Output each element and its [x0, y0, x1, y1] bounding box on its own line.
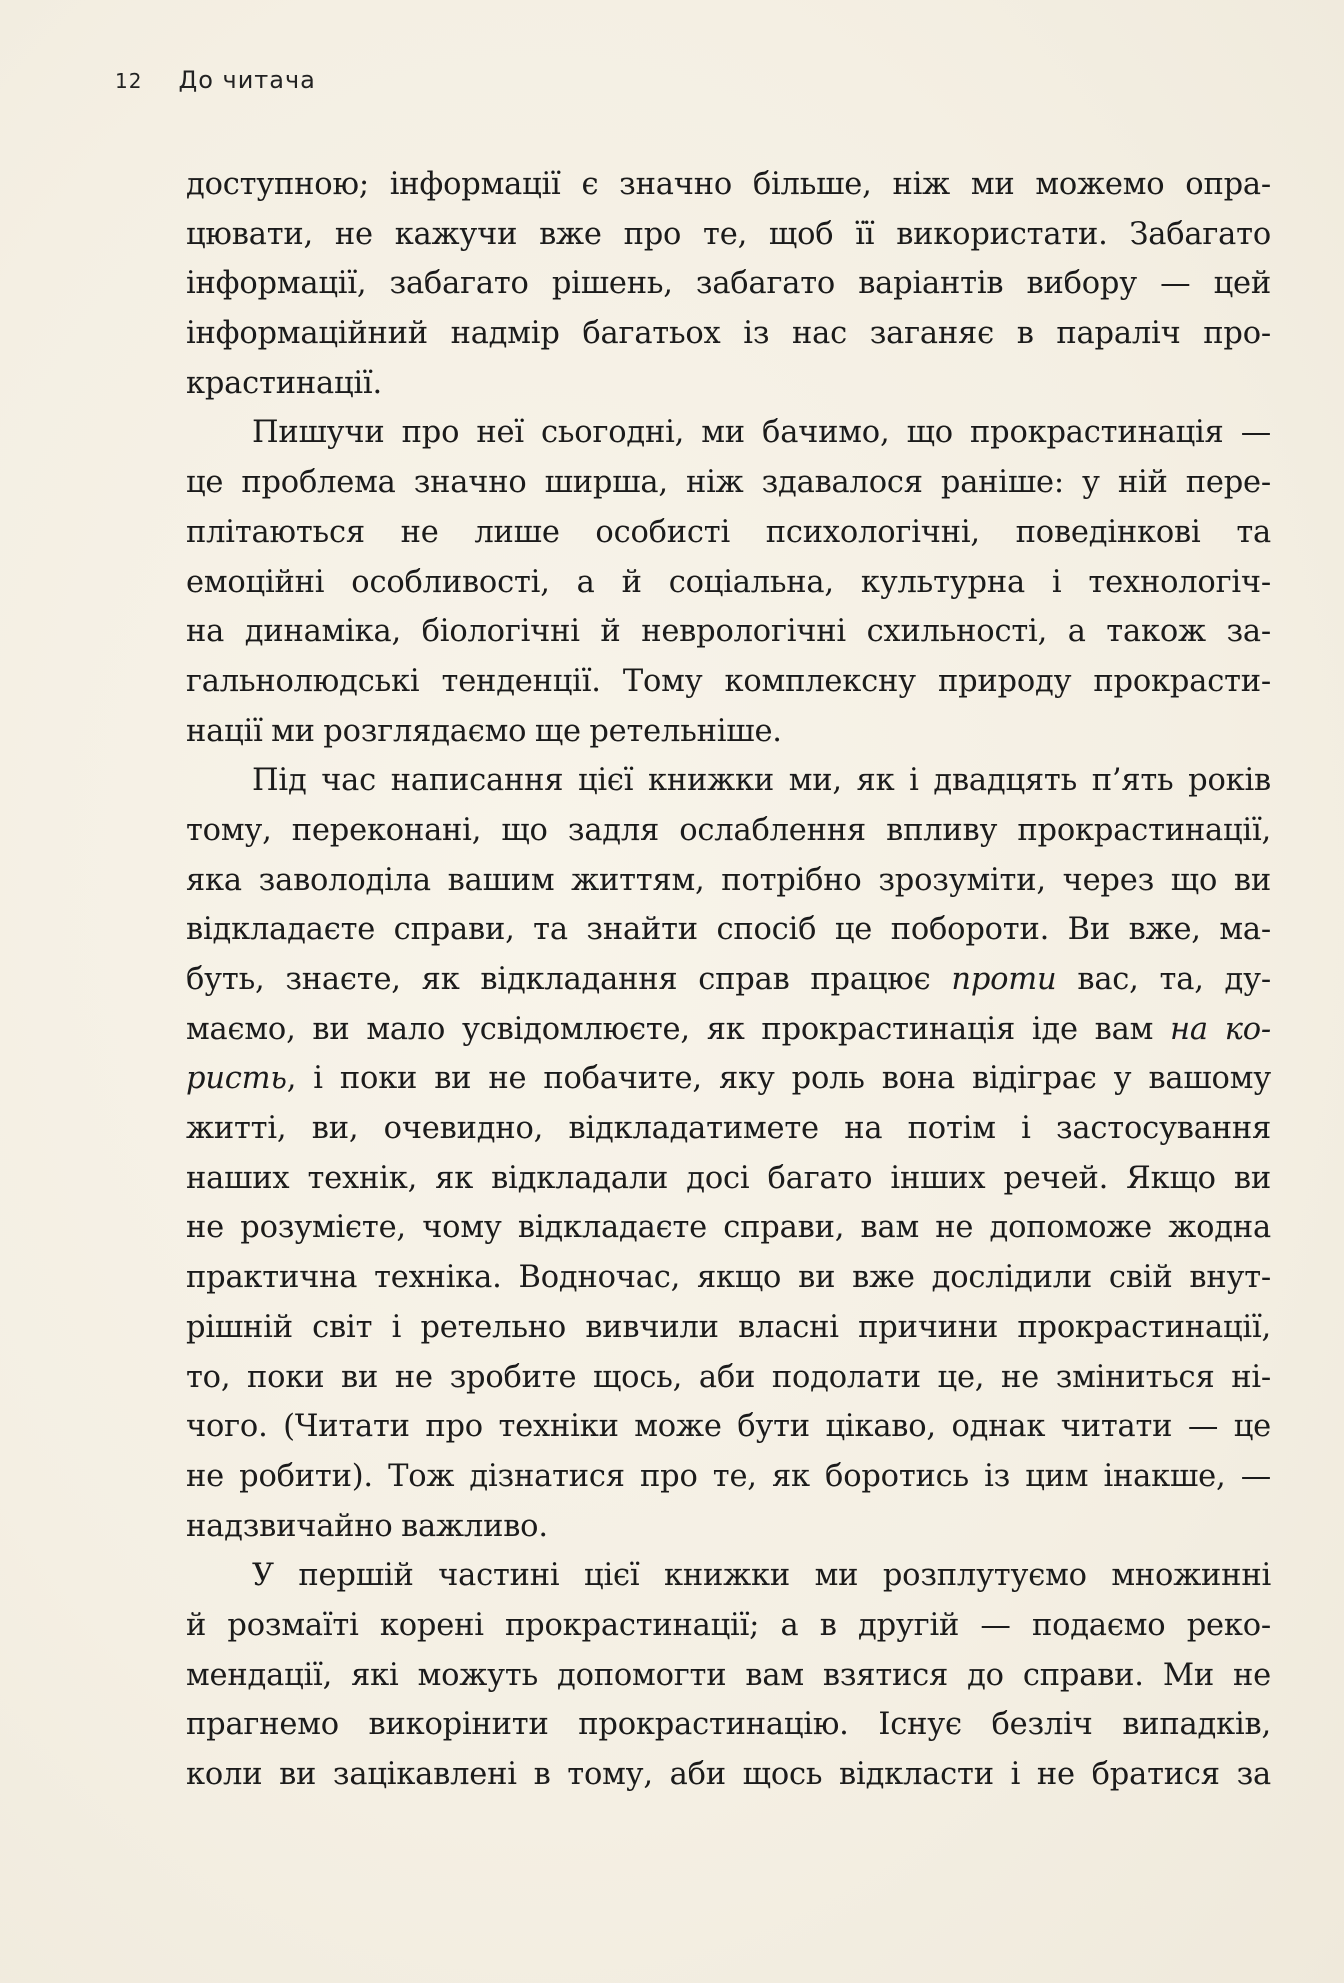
italic-text: проти [951, 962, 1057, 997]
section-title: До читача [178, 66, 316, 94]
text-line [186, 955, 1271, 1005]
text-line [186, 558, 1271, 608]
text-run: Пишучи про неї сьогодні, ми бачимо, що прокрастинація — [252, 415, 1271, 451]
text-run: не розумієте, чому відкладаєте справи, вам не допоможе жодна [186, 1210, 1271, 1246]
text-line [186, 1700, 1271, 1750]
text-line [186, 160, 1271, 210]
text-line [186, 1551, 1271, 1601]
text-line [186, 508, 1271, 558]
text-line [186, 905, 1271, 955]
text-run: інформації, забагато рішень, забагато варіантів вибору — цей [186, 266, 1271, 302]
text-line [186, 408, 1271, 458]
text-line [186, 806, 1271, 856]
text-line [186, 1601, 1271, 1651]
text-run: емоційні особливості, а й соціальна, культурна і технологіч- [186, 564, 1271, 600]
text-line [186, 1054, 1271, 1104]
page-number: 12 [115, 69, 143, 93]
text-run: мендації, які можуть допомогти вам взятися до справи. Ми не [186, 1657, 1271, 1693]
text-run: чого. (Читати про техніки може бути цікаво, однак читати — це [186, 1409, 1271, 1445]
text-run: на динаміка, біологічні й неврологічні схильності, а також за- [186, 614, 1271, 650]
text-run: маємо, ви мало усвідомлюєте, як прокрастинація іде вам [186, 1011, 1170, 1047]
text-line [186, 1502, 1271, 1552]
running-head [115, 66, 316, 94]
text-run: , і поки ви не побачите, яку роль вона відіграє у вашому [286, 1061, 1271, 1097]
text-run: цювати, не кажучи вже про те, щоб її використати. Забагато [186, 216, 1271, 252]
text-run: й розмаїті корені прокрастинації; а в другій — подаємо реко- [186, 1607, 1271, 1643]
text-run: відкладаєте справи, та знайти спосіб це побороти. Ви вже, ма- [186, 912, 1271, 948]
text-run: наших технік, як відкладали досі багато інших речей. Якщо ви [186, 1160, 1271, 1196]
text-run: то, поки ви не зробите щось, аби подолати це, не зміниться ні- [186, 1359, 1271, 1395]
text-line [186, 458, 1271, 508]
text-run: Під час написання цієї книжки ми, як і двадцять п’ять років [252, 763, 1271, 799]
text-run: практична техніка. Водночас, якщо ви вже дослідили свій внут- [186, 1260, 1271, 1296]
text-run: тому, переконані, що задля ослаблення впливу прокрастинації, [186, 812, 1271, 848]
text-line [186, 1253, 1271, 1303]
text-line [186, 1303, 1271, 1353]
text-run: буть, знаєте, як відкладання справ працює [186, 962, 952, 997]
text-line [186, 1452, 1271, 1502]
text-run: рішній світ і ретельно вивчили власні причини прокрастинації, [186, 1309, 1271, 1345]
text-line [186, 1154, 1271, 1204]
text-run: нації ми розглядаємо ще ретельніше. [186, 713, 782, 749]
text-line [186, 1651, 1271, 1701]
body-text [186, 160, 1271, 1800]
text-run: не робити). Тож дізнатися про те, як боротись із цим інакше, — [186, 1458, 1271, 1494]
text-run: інформаційний надмір багатьох із нас заганяє в параліч про- [186, 316, 1271, 352]
text-run: коли ви зацікавлені в тому, аби щось відкласти і не братися за [186, 1757, 1271, 1792]
text-run: прагнемо викорінити прокрастинацію. Існує безліч випадків, [186, 1707, 1271, 1743]
text-run: це проблема значно ширша, ніж здавалося раніше: у ній пере- [186, 465, 1271, 501]
text-line [186, 1005, 1271, 1055]
text-run: гальнолюдські тенденції. Тому комплексну природу прокрасти- [186, 663, 1271, 699]
text-run: яка заволоділа вашим життям, потрібно зрозуміти, через що ви [186, 862, 1271, 898]
text-line [186, 210, 1271, 260]
text-line [186, 856, 1271, 906]
text-line [186, 1750, 1271, 1800]
text-run: доступною; інформації є значно більше, ніж ми можемо опра- [186, 167, 1271, 202]
text-run: житті, ви, очевидно, відкладатимете на потім і застосування [186, 1111, 1271, 1147]
text-run: крастинації. [186, 365, 382, 401]
text-line [186, 1203, 1271, 1253]
italic-text: ристь [186, 1061, 287, 1097]
text-run: вас, та, ду- [1056, 962, 1271, 997]
text-run: У першій частині цієї книжки ми розплутуємо множинні [252, 1558, 1271, 1594]
text-line [186, 707, 1271, 757]
text-line [186, 259, 1271, 309]
text-line [186, 1104, 1271, 1154]
text-line [186, 756, 1271, 806]
italic-text: на ко- [1170, 1011, 1271, 1047]
text-line [186, 657, 1271, 707]
text-line [186, 607, 1271, 657]
text-line [186, 359, 1271, 409]
text-run: надзвичайно важливо. [186, 1508, 548, 1544]
text-line [186, 1402, 1271, 1452]
text-line [186, 309, 1271, 359]
text-run: плітаються не лише особисті психологічні, поведінкові та [186, 514, 1271, 550]
text-line [186, 1353, 1271, 1403]
